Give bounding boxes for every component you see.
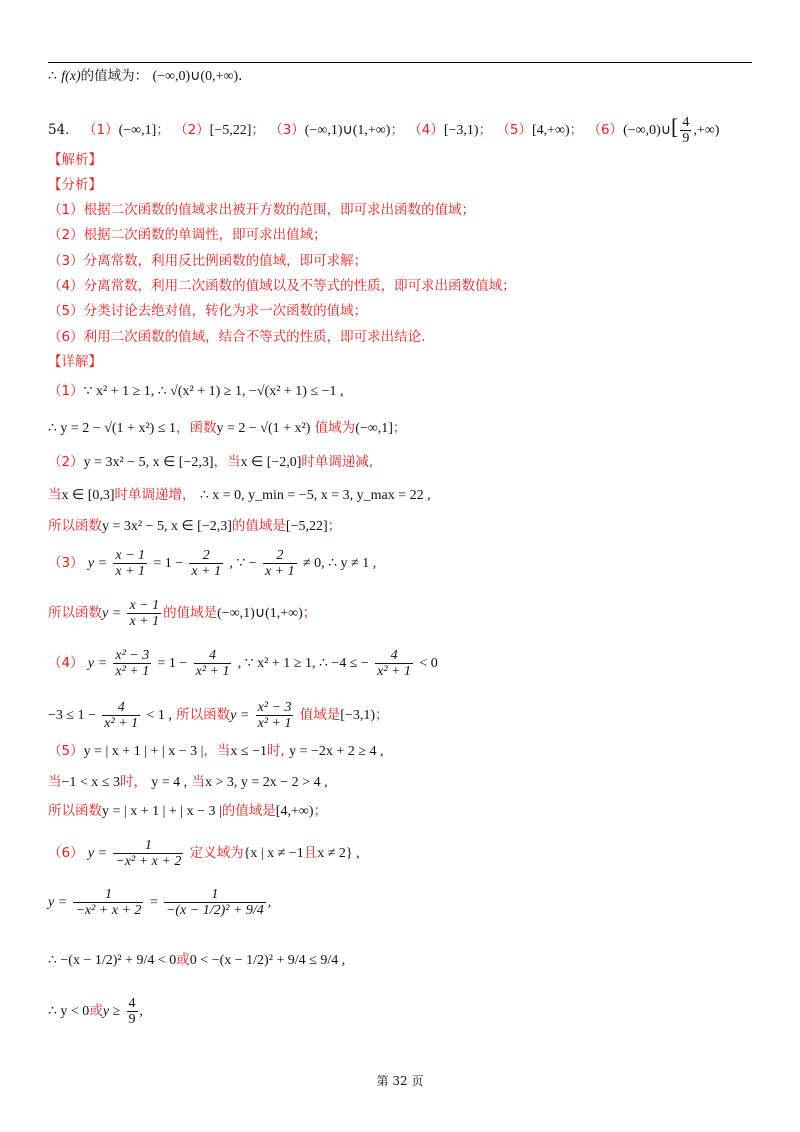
text: 或 bbox=[89, 1003, 103, 1019]
fx-label: f(x) bbox=[61, 69, 81, 84]
math-expression: {x | x ≠ −1 bbox=[243, 846, 304, 861]
text: 值域是 bbox=[299, 707, 341, 723]
fraction: $\frac{4}{\text{x² + 1}}$ bbox=[195, 648, 230, 679]
therefore-symbol: ∴ bbox=[48, 69, 57, 84]
math-expression: y = bbox=[48, 895, 68, 910]
detail-part-6 bbox=[48, 838, 360, 869]
part-label: （1） bbox=[82, 122, 119, 138]
math-expression: y = 3x² − 5, x ∈ [−2,3] bbox=[102, 519, 232, 534]
part-label: （4） bbox=[48, 655, 84, 671]
math-expression: , bbox=[267, 895, 272, 910]
text: 时， bbox=[119, 774, 147, 790]
detail-part-6b bbox=[48, 887, 271, 918]
text: 所以函数 bbox=[48, 803, 102, 819]
fraction: $\frac{4}{9}$ bbox=[682, 115, 690, 146]
text: 当 bbox=[191, 774, 205, 790]
heading-fenxi: 【分析】 bbox=[48, 177, 102, 193]
separator: ； bbox=[251, 122, 265, 138]
part-answer: [−3,1) bbox=[443, 123, 479, 138]
part-label: （6） bbox=[587, 122, 624, 138]
math-expression: y = bbox=[87, 556, 108, 571]
math-expression: y = 2 − √(1 + x²) bbox=[216, 421, 311, 436]
text: 时, bbox=[266, 743, 285, 759]
math-expression: −1 < x ≤ 3 bbox=[61, 775, 120, 790]
text: 且 bbox=[303, 845, 318, 861]
text: 的值域是 bbox=[221, 803, 276, 819]
detail-part-3b bbox=[48, 598, 316, 629]
part-label: （2） bbox=[48, 454, 84, 470]
part-answer: (−∞,1)∪(1,+∞) bbox=[304, 123, 391, 138]
math-expression: y = | x + 1 | + | x − 3 | bbox=[102, 804, 222, 819]
fraction: $\frac{4}{\text{x² + 1}}$ bbox=[104, 700, 139, 731]
math-expression: < 0 bbox=[419, 656, 438, 671]
part-label: （3） bbox=[269, 122, 305, 138]
analysis-line: （5）分类讨论去绝对值，转化为求一次函数的值域； bbox=[48, 303, 368, 319]
question-number: 54． bbox=[48, 122, 79, 138]
answer: (−∞,1)∪(1,+∞) bbox=[217, 606, 303, 621]
text: 时单调递增， bbox=[114, 487, 196, 503]
part-label: （5） bbox=[48, 743, 84, 759]
math-expression: y = bbox=[87, 846, 108, 861]
math-expression: y = | x + 1 | + | x − 3 | bbox=[83, 744, 204, 759]
separator: ； bbox=[569, 122, 584, 138]
analysis-line: （1）根据二次函数的值域求出被开方数的范围，即可求出函数的值域； bbox=[48, 202, 476, 218]
math-expression: , ∵ x² + 1 ≥ 1, ∴ −4 ≤ − bbox=[237, 656, 369, 671]
fraction: $\frac{4}{\text{x² + 1}}$ bbox=[377, 648, 411, 679]
detail-part-1b bbox=[48, 418, 406, 439]
text: 当 bbox=[48, 774, 62, 790]
text: 的值域是 bbox=[231, 518, 286, 534]
fraction: $\frac{1}{\text{−(x − 1/2)² + 9/4}}$ bbox=[165, 887, 264, 918]
fraction: $\frac{4}{9}$ bbox=[128, 996, 136, 1027]
fraction: $\frac{1}{\text{−x² + x + 2}}$ bbox=[75, 887, 142, 918]
detail-part-2 bbox=[48, 452, 373, 473]
math-expression: x ∈ [−2,0] bbox=[240, 455, 302, 470]
math-expression: y = 4 , bbox=[151, 775, 188, 790]
part-label: （6） bbox=[48, 845, 84, 861]
detail-part-4b bbox=[48, 700, 389, 731]
math-expression: y = 3x² − 5, x ∈ [−2,3] bbox=[83, 455, 214, 470]
math-expression: x > 3, y = 2x − 2 > 4 , bbox=[204, 775, 328, 790]
math-expression: , ∵ − bbox=[229, 556, 257, 571]
math-expression: x ≤ −1 bbox=[230, 744, 267, 759]
text: 当 bbox=[48, 487, 62, 503]
separator: ； bbox=[156, 122, 170, 138]
heading-jiexi: 【解析】 bbox=[48, 152, 102, 168]
text: 所以函数 bbox=[176, 707, 231, 723]
previous-answer-line bbox=[48, 66, 242, 87]
math-expression: = 1 − bbox=[153, 556, 184, 571]
separator: ； bbox=[392, 420, 407, 436]
range-answer: (−∞,0)∪(0,+∞) bbox=[152, 69, 239, 84]
separator: ； bbox=[390, 122, 404, 138]
math-expression: ≠ 0, ∴ y ≠ 1 , bbox=[302, 556, 377, 571]
math-expression: x ≠ 2} , bbox=[317, 846, 360, 861]
math-expression: y = −2x + 2 ≥ 4 , bbox=[289, 744, 384, 759]
separator: ； bbox=[375, 707, 389, 723]
answer: [−5,22] bbox=[285, 519, 328, 534]
separator: ； bbox=[313, 803, 327, 819]
text: 值域为 bbox=[314, 420, 356, 436]
math-expression: ∴ x = 0, y_min = −5, x = 3, y_max = 22 , bbox=[199, 488, 431, 503]
text: 或 bbox=[176, 952, 190, 968]
text: ，函数 bbox=[175, 420, 217, 436]
part-label: （3） bbox=[48, 555, 84, 571]
fraction: $\frac{2}{x + 1}$ bbox=[191, 548, 222, 579]
detail-part-1 bbox=[48, 381, 344, 402]
math-expression: ∵ x² + 1 ≥ 1, ∴ √(x² + 1) ≥ 1, −√(x² + 1) ≤ −1 , bbox=[83, 384, 344, 399]
math-expression: < 1 , bbox=[146, 708, 172, 723]
part-answer: [4,+∞) bbox=[531, 123, 570, 138]
separator: ； bbox=[478, 122, 493, 138]
detail-part-5 bbox=[48, 741, 383, 762]
part-answer: [−5,22] bbox=[209, 123, 252, 138]
math-expression: , bbox=[139, 1004, 144, 1019]
separator: ； bbox=[302, 605, 317, 621]
math-expression: −3 ≤ 1 − bbox=[48, 708, 96, 723]
text: ，当 bbox=[213, 454, 241, 470]
math-expression: 0 < −(x − 1/2)² + 9/4 ≤ 9/4 , bbox=[189, 953, 346, 968]
detail-part-6c bbox=[48, 950, 345, 971]
math-expression: y = bbox=[87, 656, 108, 671]
header-rule bbox=[48, 62, 752, 63]
math-expression: ∴ y = 2 − √(1 + x²) ≤ 1 bbox=[48, 421, 176, 436]
fraction: $\frac{x - 1}{x + 1}$ bbox=[129, 598, 160, 629]
math-expression: y = bbox=[230, 708, 250, 723]
fraction: $\frac{2}{x + 1}$ bbox=[265, 548, 295, 579]
analysis-line: （2）根据二次函数的单调性，即可求出值域； bbox=[48, 227, 327, 243]
heading-xiangjie: 【详解】 bbox=[48, 354, 102, 370]
answer: [4,+∞) bbox=[275, 804, 314, 819]
math-expression: = 1 − bbox=[157, 656, 188, 671]
answer: (−∞,1] bbox=[355, 421, 393, 436]
math-expression: x ∈ [0,3] bbox=[61, 488, 115, 503]
question-54-answers: 54． （1）(−∞,1]； （2）[−5,22]； （3）(−∞,1)∪(1,+∞)； （4）[−3,1)； （5）[4,+∞)； （6）(−∞,0)∪[ $\frac{4}{9}$ ,+∞) bbox=[48, 114, 720, 146]
math-expression: ∴ −(x − 1/2)² + 9/4 < 0 bbox=[48, 953, 177, 968]
fraction: $\frac{\text{x² − 3}}{\text{x² + 1}}$ bbox=[257, 700, 292, 731]
part-answer: (−∞,1] bbox=[118, 123, 157, 138]
detail-part-4 bbox=[48, 648, 438, 679]
range-text: 的值域为： bbox=[80, 68, 149, 84]
part-label: （1） bbox=[48, 383, 84, 399]
math-expression: = bbox=[149, 895, 158, 910]
detail-part-5b bbox=[48, 772, 328, 793]
text: ，当 bbox=[203, 743, 231, 759]
math-expression: ∴ y < 0 bbox=[48, 1004, 90, 1019]
analysis-line: （6）利用二次函数的值域，结合不等式的性质，即可求出结论. bbox=[48, 329, 426, 345]
analysis-line: （3）分离常数，利用反比例函数的值域，即可求解； bbox=[48, 253, 368, 269]
text: 所以函数 bbox=[48, 605, 102, 621]
text: 的值域是 bbox=[163, 605, 218, 621]
page-footer: 第 32 页 bbox=[376, 1074, 424, 1088]
text: 定义域为 bbox=[189, 845, 244, 861]
fraction: $\frac{1}{\text{−x² + x + 2}}$ bbox=[115, 838, 182, 869]
detail-part-2b bbox=[48, 485, 431, 506]
part-label: （5） bbox=[496, 122, 532, 138]
detail-part-6d bbox=[48, 996, 143, 1027]
detail-part-2c bbox=[48, 516, 341, 537]
math-expression: y ≥ bbox=[102, 1004, 121, 1019]
part-answer: ,+∞) bbox=[693, 123, 720, 138]
answer: [−3,1) bbox=[340, 708, 375, 723]
fraction: $\frac{\text{x² − 3}}{\text{x² + 1}}$ bbox=[115, 648, 150, 679]
separator: ； bbox=[327, 518, 342, 534]
text: 所以函数 bbox=[48, 518, 102, 534]
fraction: $\frac{x - 1}{x + 1}$ bbox=[115, 548, 146, 579]
part-answer: (−∞,0)∪ bbox=[623, 123, 672, 138]
part-label: （2） bbox=[174, 122, 210, 138]
detail-part-3 bbox=[48, 548, 376, 579]
text: 时单调递减, bbox=[301, 454, 374, 470]
math-expression: y = bbox=[102, 606, 122, 621]
analysis-line: （4）分离常数，利用二次函数的值域以及不等式的性质，即可求出函数值域； bbox=[48, 278, 516, 294]
part-label: （4） bbox=[408, 122, 444, 138]
detail-part-5c bbox=[48, 801, 327, 822]
period: . bbox=[238, 68, 243, 84]
